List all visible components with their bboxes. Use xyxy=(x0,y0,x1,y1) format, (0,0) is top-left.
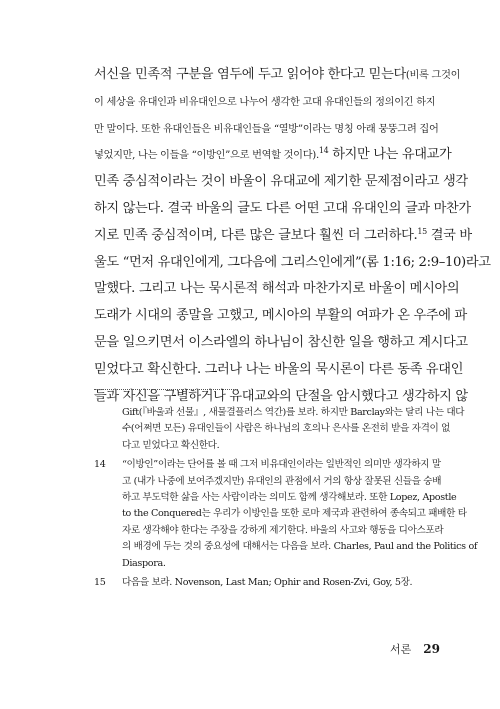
text-line: 믿었다고 확신한다. 그러나 나는 바울의 묵시론이 다른 동족 유대인 xyxy=(94,361,464,377)
footnote-line: 다음을 보라. Novenson, Last Man; Ophir and Rosen-Zvi, Goy, 5장. xyxy=(122,576,413,588)
footnote-line: 의 배경에 두는 것의 중요성에 대해서는 다음을 보라. Charles, Paul and the Politics of xyxy=(122,541,478,553)
text-line: 울도 “먼저 유대인에게, 그다음에 그리스인에게”(롬 1:16; 2:9–10)라고 xyxy=(94,254,491,270)
text-line: 만 말이다. 또한 유대인들은 비유대인들을 “열방”이라는 명칭 아래 뭉뚱그려 집어 xyxy=(94,123,439,135)
text-line: 서신을 민족적 구분을 염두에 두고 읽어야 한다고 믿는다(비록 그것이 xyxy=(94,67,461,82)
running-footer-section: 서론 xyxy=(390,643,412,656)
page-number: 29 xyxy=(423,642,440,656)
text-line: 넣었지만, 나는 이들을 “이방인”으로 번역할 것이다).$^{14}$ 하지만 나는 유대교가 xyxy=(94,146,452,163)
footnote-line: 다고 믿었다고 확신한다. xyxy=(122,439,220,451)
footnote-ref-14[interactable]: 14 xyxy=(318,146,329,156)
footnote-line: to the Conquered는 우리가 이방인을 또한 로마 제국과 관련하여 종속되고 패배한 타 xyxy=(122,508,467,520)
text-line: 지로 민족 중심적이며, 다른 많은 글보다 훨씬 더 그러하다.$^{15}$ 결국 바 xyxy=(94,226,472,243)
footnote-continuation xyxy=(94,405,465,454)
footnote-line: 자로 생각해야 한다는 주장을 강하게 제기한다. 바울의 사고와 행동을 디아스포라 xyxy=(122,524,444,536)
text-line: 하지 않는다. 결국 바울의 글도 다른 어떤 고대 유대인의 글과 마찬가 xyxy=(94,200,471,216)
text-line: 들과 자신을 구별하거나 유대교와의 단절을 암시했다고 생각하지 않 xyxy=(94,388,468,404)
footnote-number: 15 xyxy=(94,576,106,588)
footnote-line: 수(어쩌면 모든) 유대인들이 사람은 하나님의 호의나 은사를 온전히 받을 자격이 없 xyxy=(122,423,451,435)
footnote-line: Diaspora. xyxy=(122,557,166,569)
footnote-14 xyxy=(94,457,478,572)
footnote-line: 고 (내가 나중에 보여주겠지만) 유대인의 관점에서 거의 항상 잘못된 신들을 숭배 xyxy=(122,475,442,487)
text-line: 문을 일으키면서 이스라엘의 하나님이 참신한 일을 행하고 계시다고 xyxy=(94,334,468,350)
footnote-number: 14 xyxy=(94,459,106,471)
footnote-divider xyxy=(94,389,238,390)
footnote-line: 하고 부도덕한 삶을 사는 사람이라는 의미도 함께 생각해보라. 또한 Lopez, Apostle xyxy=(122,491,457,503)
text-line: 말했다. 그리고 나는 묵시론적 해석과 마찬가지로 바울이 메시아의 xyxy=(94,281,460,297)
page-footer xyxy=(390,641,440,657)
footnote-line: Gift(『바울과 선물』, 새물결플러스 역간)를 보라. 하지만 Barclay와는 달리 나는 대다 xyxy=(122,407,465,418)
text-line: 도래가 시대의 종말을 고했고, 메시아의 부활의 여파가 온 우주에 파 xyxy=(94,308,467,324)
text-line: 민족 중심적이라는 것이 바울이 유대교에 제기한 문제점이라고 생각 xyxy=(94,174,468,190)
footnote-15 xyxy=(94,575,442,591)
text-line: 이 세상을 유대인과 비유대인으로 나누어 생각한 고대 유대인들의 정의이긴 하지 xyxy=(94,96,436,108)
footnote-line: “이방인”이라는 단어를 볼 때 그저 비유대인이라는 일반적인 의미만 생각하지 말 xyxy=(122,459,441,471)
footnotes xyxy=(94,405,478,591)
footnote-ref-15[interactable]: 15 xyxy=(417,226,427,236)
main-text xyxy=(94,62,491,410)
